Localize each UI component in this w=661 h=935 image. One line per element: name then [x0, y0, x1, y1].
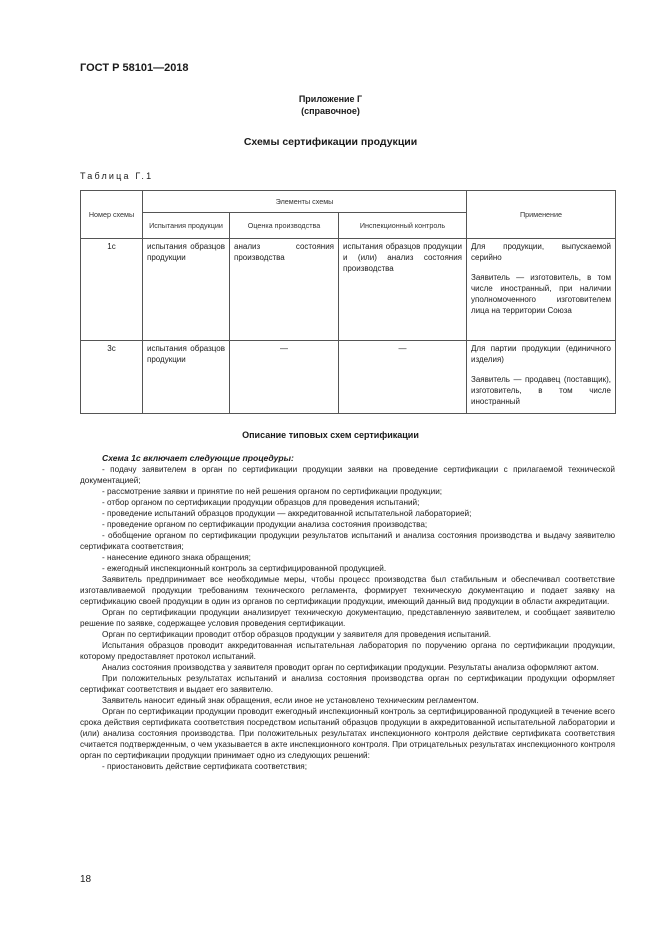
application-text: Для партии продукции (единичного изделия): [471, 344, 611, 364]
scheme-number: 1с: [81, 239, 143, 341]
body-text: [80, 453, 615, 772]
table-row: [81, 341, 616, 414]
header-testing: Испытания продукции: [143, 213, 230, 239]
application-cell: [467, 341, 616, 414]
annex-title: Приложение Г: [298, 94, 363, 104]
paragraph: - рассмотрение заявки и принятие по ней решения органом по сертификации продукции;: [102, 487, 443, 496]
paragraph: - нанесение единого знака обращения;: [102, 553, 251, 562]
paragraph: - приостановить действие сертификата соответствия;: [102, 762, 308, 771]
header-inspection-control: Инспекционный контроль: [339, 213, 467, 239]
paragraph: - ежегодный инспекционный контроль за сертифицированной продукцией.: [102, 564, 387, 573]
paragraph: Испытания образцов проводит аккредитованная испытательная лаборатория по поручению органа по сертификации продукции, которому предоставляет протокол испытаний.: [80, 641, 615, 661]
production-cell: анализ состояния производства: [230, 239, 339, 341]
paragraph: Орган по сертификации проводит отбор образцов продукции у заявителя для проведения испытаний.: [102, 630, 492, 639]
testing-cell: испытания образцов продукции: [143, 341, 230, 414]
paragraph: - отбор органом по сертификации продукции образцов для проведения испытаний;: [102, 498, 420, 507]
paragraph: - проведение органом по сертификации продукции анализа состояния производства;: [102, 520, 428, 529]
annex-type: (справочное): [301, 106, 360, 116]
paragraph: Орган по сертификации продукции анализирует техническую документацию, представленную заявителем, и сообщает заявителю решение по заявке, содержащее условия проведения сертификации.: [80, 608, 615, 628]
paragraph: Анализ состояния производства у заявителя проводит орган по сертификации продукции. Результаты анализа оформляют актом.: [102, 663, 599, 672]
application-applicant: Заявитель — изготовитель, в том числе иностранный, при наличии уполномоченного изготовителем лица на территории Союза: [471, 273, 611, 315]
paragraph: - подачу заявителем в орган по сертификации продукции заявки на проведение сертификации с прилагаемой технической документацией;: [80, 465, 615, 485]
scheme-heading: Схема 1с включает следующие процедуры:: [102, 453, 294, 463]
inspection-cell: —: [339, 341, 467, 414]
scheme-number: 3с: [81, 341, 143, 414]
page-number: 18: [80, 874, 92, 885]
application-cell: [467, 239, 616, 341]
header-elements: Элементы схемы: [143, 191, 467, 213]
paragraph: При положительных результатах испытаний и анализа состояния производства орган по сертификации продукции оформляет сертификат соответствия и выдает его заявителю.: [80, 674, 615, 694]
paragraph: - проведение испытаний образцов продукции — аккредитованной испытательной лабораторией;: [102, 509, 472, 518]
application-text: Для продукции, выпускаемой серийно: [471, 242, 611, 262]
header-production-assessment: Оценка производства: [230, 213, 339, 239]
standard-header: ГОСТ Р 58101—2018: [80, 62, 189, 74]
description-title: Описание типовых схем сертификации: [242, 430, 419, 440]
header-application: Применение: [467, 191, 616, 239]
certification-schemes-table: [80, 190, 616, 414]
header-scheme-number: Номер схемы: [81, 191, 143, 239]
section-title: Схемы сертификации продукции: [243, 136, 418, 148]
paragraph: Заявитель наносит единый знак обращения, если иное не установлено техническим регламентом.: [102, 696, 479, 705]
production-cell: —: [230, 341, 339, 414]
inspection-cell: испытания образцов продукции и (или) анализ состояния производства: [339, 239, 467, 341]
paragraph: Орган по сертификации продукции проводит ежегодный инспекционный контроль за сертифицированной продукцией в течение всего срока действия сертификата соответствия посредством испытаний образцов продукции в аккредитованной испытательной лаборатории и (или) анализа состояния производства. При положительных результатах инспекционного контроля действие сертификата соответствия считается подтвержденным, о чем указывается в акте инспекционного контроля. При отрицательных результатах инспекционного контроля орган по сертификации продукции принимает одно из следующих решений:: [80, 707, 615, 760]
testing-cell: испытания образцов продукции: [143, 239, 230, 341]
application-applicant: Заявитель — продавец (поставщик), изготовитель, в том числе иностранный: [471, 375, 611, 406]
table-label: Таблица Г.1: [80, 171, 154, 181]
paragraph: - обобщение органом по сертификации продукции результатов испытаний и анализа состояния производства и выдачу заявителю сертификата соответствия;: [80, 531, 615, 551]
paragraph: Заявитель предпринимает все необходимые меры, чтобы процесс производства был стабильным и обеспечивал соответствие изготавливаемой продукции требованиям технического регламента, формирует техническую документацию и подает заявку на сертификацию своей продукции в один из органов по сертификации продукции, имеющий данный вид продукции в области аккредитации.: [80, 575, 615, 606]
table-row: [81, 239, 616, 341]
